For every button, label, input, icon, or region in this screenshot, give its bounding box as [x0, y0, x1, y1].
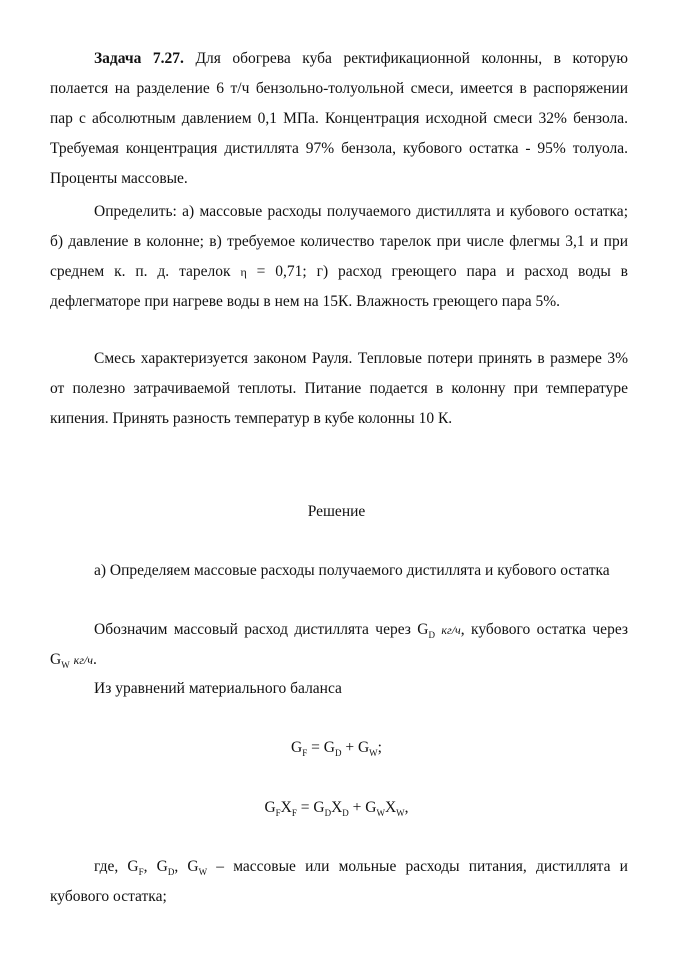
- sub-W: W: [61, 660, 70, 671]
- solution-step-a-text: а) Определяем массовые расходы получаемого дистиллята и кубового остатка: [94, 562, 610, 579]
- eq2-sub-w2: W: [396, 808, 405, 819]
- eq1-sub-f: F: [302, 748, 308, 759]
- equation-1: [0, 733, 673, 763]
- eq1-eq: = G: [307, 739, 335, 756]
- eq1-plus: + G: [341, 739, 370, 756]
- task-statement: [50, 44, 628, 194]
- balance-intro-text: Из уравнений материального баланса: [94, 680, 342, 697]
- where-1: где, G: [94, 858, 139, 875]
- where-sub-d: D: [167, 867, 175, 878]
- solution-notation: [50, 615, 628, 675]
- where-2: , G: [143, 858, 168, 875]
- eta-symbol: η: [240, 265, 247, 279]
- where-sub-w: W: [198, 867, 208, 878]
- eq1-end: ;: [377, 739, 382, 756]
- notation-end: .: [92, 651, 97, 668]
- notation-text-1: Обозначим массовый расход дистиллята через G: [94, 621, 429, 638]
- eq2-x1: X: [280, 799, 292, 816]
- eq2-sub-f1: F: [275, 808, 281, 819]
- eq2-end: ,: [404, 799, 409, 816]
- where-4: – массовые или мольные расходы питания, дистиллята и кубового остатка;: [50, 858, 628, 905]
- eq1-sub-d: D: [334, 748, 342, 759]
- solution-heading: Решение: [307, 503, 366, 520]
- eq2-plus: + G: [348, 799, 377, 816]
- where-sub-f: F: [138, 867, 144, 878]
- task-questions-text-a: Определить: а) массовые расходы получаемого дистиллята и кубового остатка; б) давление в колонне; в) требуемое количество тарелок при числе флегмы 3,1 и при среднем к. п. д. тарелок: [50, 203, 628, 280]
- eq2-sub-d1: D: [324, 808, 332, 819]
- task-conditions-text: Смесь характеризуется законом Рауля. Тепловые потери принять в размере 3% от полезно затрачиваемой теплоты. Питание подается в колонну при температуре кипения. Принять разность температур в кубе колонны 10 К.: [50, 350, 628, 427]
- task-questions-text-b: = 0,71; г) расход греющего пара и расход воды в дефлегматоре при нагреве воды в нем на 15К. Влажность греющего пара 5%.: [50, 263, 629, 310]
- task-title: Задача 7.27.: [94, 50, 184, 67]
- sub-D: D: [428, 630, 436, 641]
- notation-text-2: , кубового остатка через G: [50, 621, 629, 668]
- definitions: [50, 852, 628, 912]
- equation-2: [0, 793, 673, 823]
- task-conditions: [50, 344, 628, 434]
- solution-step-a: [50, 556, 628, 586]
- balance-intro: [50, 674, 628, 704]
- eq1-g: G: [291, 739, 303, 756]
- eq2-g1: G: [264, 799, 276, 816]
- unit-2: кг/ч: [73, 653, 93, 667]
- task-questions: [50, 197, 628, 317]
- eq1-sub-w: W: [369, 748, 378, 759]
- eq2-sub-d2: D: [342, 808, 349, 819]
- task-para1-text: Для обогрева куба ректификационной колонны, в которую полается на разделение 6 т/ч бензольно-толуольной смеси, имеется в распоряжении пар с абсолютным давлением 0,1 МПа. Концентрация исходной смеси 32% бензола. Требуемая концентрация дистиллята 97% бензола, кубового остатка - 95% толуола. Проценты массовые.: [50, 50, 628, 187]
- where-3: , G: [174, 858, 199, 875]
- eq2-x2: X: [331, 799, 343, 816]
- eq2-x3: X: [384, 799, 397, 816]
- eq2-sub-f2: F: [291, 808, 297, 819]
- eq2-eq: = G: [296, 799, 325, 816]
- eq2-sub-w1: W: [376, 808, 385, 819]
- unit-1: кг/ч: [441, 623, 461, 637]
